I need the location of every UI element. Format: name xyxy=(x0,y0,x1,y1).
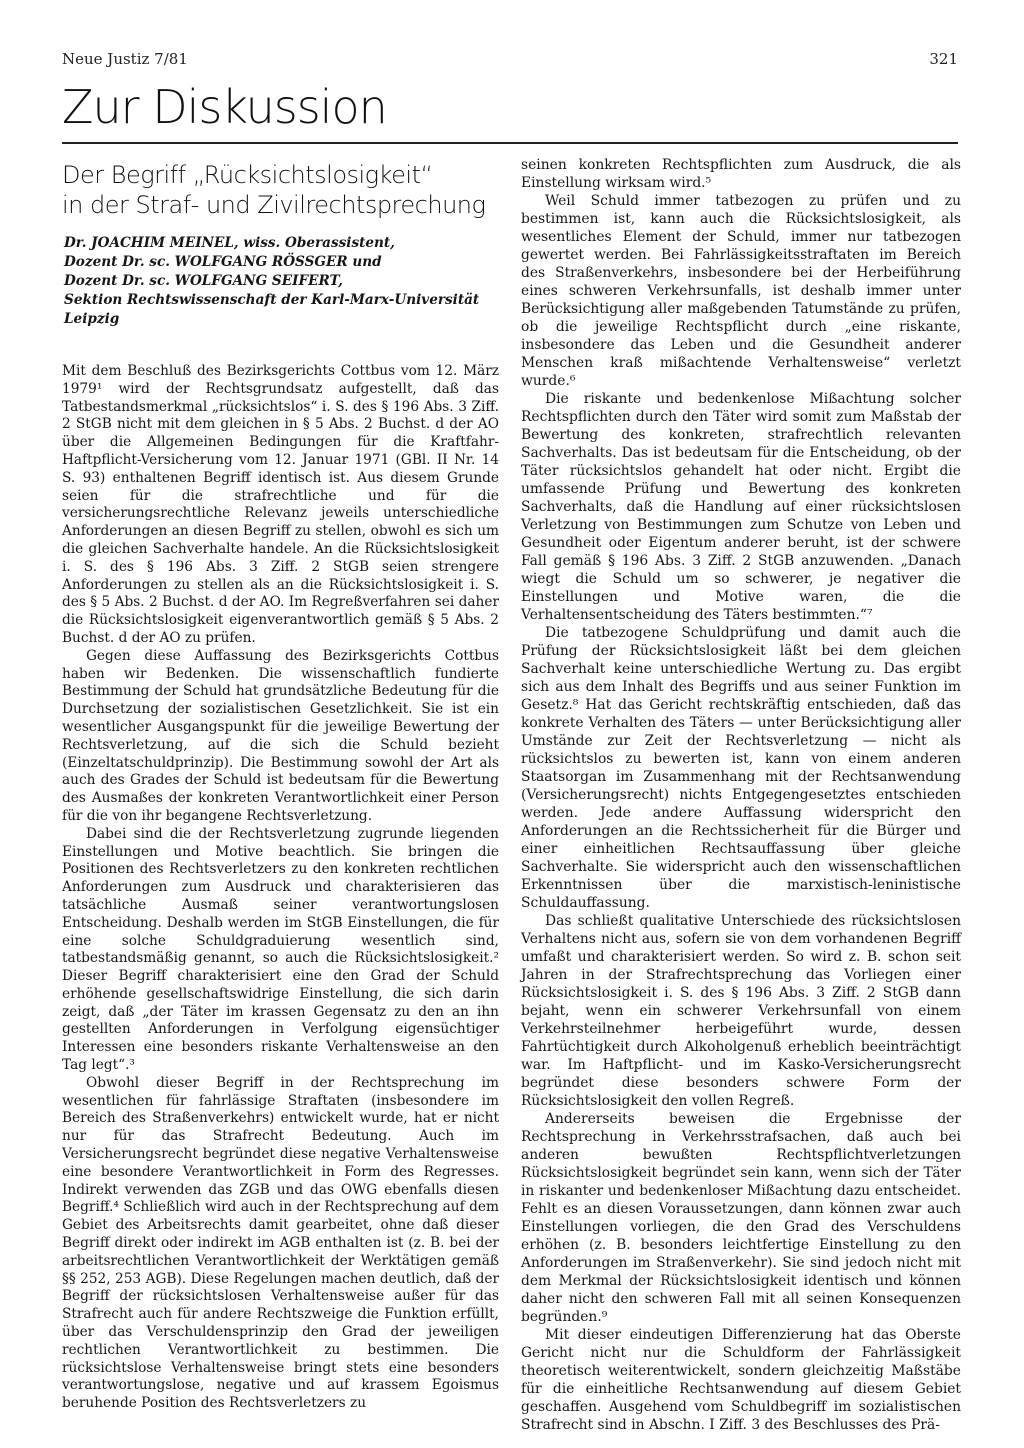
author-line: Sektion Rechtswissenschaft der Karl-Marx-Universität xyxy=(64,292,480,308)
author-block xyxy=(62,234,499,329)
body-paragraph: Mit dem Beschluß des Bezirksgerichts Cottbus vom 12. März 1979¹ wird der Rechtsgrundsatz aufgestellt, daß das Tatbestandsmerkmal „rücksichtslos“ i. S. des § 196 Abs. 3 Ziff. 2 StGB nicht mit dem gleichen in § 5 Abs. 2 Buchst. d der AO über die Allgemeinen Bedingungen für die Kraftfahr-Haftpflicht-Versicherung vom 12. Januar 1971 (GBl. II Nr. 14 S. 93) enthaltenen Begriff identisch ist. Aus diesem Grunde seien für die strafrechtliche und für die versicherungsrechtliche Relevanz jeweils unterschiedliche Anforderungen an diesen Begriff zu stellen, obwohl es sich um die gleichen Sachverhalte handele. An die Rücksichtslosigkeit i. S. des § 196 Abs. 3 Ziff. 2 StGB seien strengere Anforderungen zu stellen als an die Rücksichtslosigkeit i. S. des § 5 Abs. 2 Buchst. d der AO. Im Regreßverfahren sei daher die Rücksichtslosigkeit eigenverantwortlich gemäß § 5 Abs. 2 Buchst. d der AO zu prüfen. xyxy=(62,363,499,646)
body-paragraph: Mit dieser eindeutigen Differenzierung hat das Oberste Gericht nicht nur die Schuldform der Fahrlässigkeit theoretisch weiterentwickelt, sondern gleichzeitig Maßstäbe für die einheitliche Rechtsanwendung auf diesem Gebiet geschaffen. Ausgehend vom Schuldbegriff im sozialistischen Strafrecht sind in Abschn. I Ziff. 3 des Beschlusses des Prä- xyxy=(521,1327,961,1433)
left-column xyxy=(62,156,499,1413)
page-number: 321 xyxy=(929,50,958,68)
body-paragraph: Dabei sind die der Rechtsverletzung zugrunde liegenden Einstellungen und Motive beachtlich. Sie bringen die Positionen des Rechtsverletzers zu den konkreten rechtlichen Anforderungen zum Ausdruck und charakterisieren das tatsächliche Ausmaß seiner verantwortungslosen Entscheidung. Deshalb werden im StGB Einstellungen, die für eine solche Schuldgraduierung wesentlich sind, tatbestandsmäßig genannt, so auch die Rücksichtslosigkeit.² Dieser Begriff charakterisiert eine den Grad der Schuld erhöhende gesellschaftswidrige Einstellung, die sich darin zeigt, daß „der Täter im krassen Gegensatz zu den an ihn gestellten Anforderungen in Verfolgung eigensüchtiger Interessen eine besonders riskante Verhaltensweise an den Tag legt“.³ xyxy=(62,825,499,1074)
author-line: Dr. JOACHIM MEINEL, wiss. Oberassistent, xyxy=(64,235,395,251)
body-paragraph: seinen konkreten Rechtspflichten zum Ausdruck, die als Einstellung wirksam wird.⁵ xyxy=(521,157,961,191)
section-title: Zur Diskussion xyxy=(62,80,387,134)
author-line: Dozent Dr. sc. WOLFGANG SEIFERT, xyxy=(64,273,343,289)
body-paragraph: Andererseits beweisen die Ergebnisse der Rechtsprechung in Verkehrsstrafsachen, daß auch bei anderen bewußten Rechtspflichtverletzungen Rücksichtslosigkeit begründet sein kann, wenn sich der Täter in riskanter und bedenkenloser Mißachtung dazu entscheidet. Fehlt es an diesen Voraussetzungen, dann können zwar auch Einstellungen vorliegen, die den Grad des Verschuldens erhöhen (z. B. besonders leichtfertige Einstellung zu den Anforderungen im Straßenverkehr). Sie sind jedoch nicht mit dem Merkmal der Rücksichtslosigkeit identisch und können daher nicht den schweren Fall mit all seinen Konsequenzen begründen.⁹ xyxy=(521,1111,961,1325)
body-paragraph: Gegen diese Auffassung des Bezirksgerichts Cottbus haben wir Bedenken. Die wissenschaftlich fundierte Bestimmung der Schuld hat grundsätzliche Bedeutung für die Durchsetzung der sozialistischen Gesetzlichkeit. Sie ist ein wesentlicher Ausgangspunkt für die jeweilige Bewertung der Rechtsverletzung, auf die sich die Schuld bezieht (Einzeltatschuldprinzip). Die Bestimmung sowohl der Art als auch des Grades der Schuld ist bedeutsam für die Bewertung des Ausmaßes der konkreten Verantwortlichkeit einer Person für die von ihr begangene Rechtsverletzung. xyxy=(62,647,499,824)
article-title-line: in der Straf- und Zivilrechtsprechung xyxy=(62,191,486,219)
article-title xyxy=(62,160,499,220)
article-title-line: Der Begriff „Rücksichtslosigkeit“ xyxy=(62,161,433,189)
author-line: Dozent Dr. sc. WOLFGANG RÖSSGER und xyxy=(64,254,382,270)
body-paragraph: Die tatbezogene Schuldprüfung und damit auch die Prüfung der Rücksichtslosigkeit läßt bei dem gleichen Sachverhalt keine unterschiedliche Wertung zu. Das ergibt sich aus dem Inhalt des Begriffs und aus seiner Funktion im Gesetz.⁸ Hat das Gericht rechtskräftig entschieden, daß das konkrete Verhalten des Täters — unter Berücksichtigung aller Umstände zur Zeit der Rechtsverletzung — nicht als rücksichtslos zu bewerten ist, kann von einem anderen Staatsorgan im Zusammenhang mit der Rechtsanwendung (Versicherungsrecht) nichts Entgegengesetztes entschieden werden. Jede andere Auffassung widerspricht den Anforderungen an die Rechtssicherheit für die Bürger und einer einheitlichen Rechtsauffassung über gleiche Sachverhalte. Sie widerspricht auch den wissenschaftlichen Erkenntnissen über die marxistisch-leninistische Schuldauffassung. xyxy=(521,625,961,911)
section-divider xyxy=(62,142,958,144)
body-paragraph: Weil Schuld immer tatbezogen zu prüfen und zu bestimmen ist, kann auch die Rücksichtslosigkeit, als wesentliches Element der Schuld, immer nur tatbezogen gewertet werden. Bei Fahrlässigkeitsstraftaten im Bereich des Straßenverkehrs, insbesondere bei der Herbeiführung eines schweren Verkehrsunfalls, ist deshalb immer unter Berücksichtigung aller maßgebenden Tatumstände zu prüfen, ob die jeweilige Rechtspflicht durch „eine riskante, insbesondere das Leben und die Gesundheit anderer Menschen kraß mißachtende Verhaltensweise“ verletzt wurde.⁶ xyxy=(521,193,961,389)
journal-issue: Neue Justiz 7/81 xyxy=(62,50,188,68)
body-paragraph: Obwohl dieser Begriff in der Rechtsprechung im wesentlichen für fahrlässige Straftaten (insbesondere im Bereich des Straßenverkehrs) entwickelt wurde, hat er nicht nur für das Strafrecht Bedeutung. Auch im Versicherungsrecht begründet diese negative Verhaltensweise eine besondere Verantwortlichkeit in Form des Regresses. Indirekt verwenden das ZGB und das OWG ebenfalls diesen Begriff.⁴ Schließlich wird auch in der Rechtsprechung auf dem Gebiet des Arbeitsrechts damit gearbeitet, ohne daß dieser Begriff direkt oder indirekt im AGB enthalten ist (z. B. bei der arbeitsrechtlichen Verantwortlichkeit der Werktätigen gemäß §§ 252, 253 AGB). Diese Regelungen machen deutlich, daß der Begriff der rücksichtslosen Verhaltensweise außer für das Strafrecht auch für andere Rechtszweige die Funktion erfüllt, über das Verschuldensprinzip den Grad der jeweiligen rechtlichen Verantwortlichkeit zu bestimmen. Die rücksichtslose Verhaltensweise bringt stets eine besonders verantwortungslose, negative und auf krassem Egoismus beruhende Position des Rechtsverletzers zu xyxy=(62,1074,499,1412)
author-line: Leipzig xyxy=(64,311,120,327)
right-column xyxy=(521,156,961,1434)
body-paragraph: Die riskante und bedenkenlose Mißachtung solcher Rechtspflichten durch den Täter wird somit zum Maßstab der Bewertung des konkreten, strafrechtlich relevanten Sachverhalts. Das ist bedeutsam für die Entscheidung, ob der Täter rücksichtslos gehandelt hat oder nicht. Ergibt die umfassende Prüfung und Bewertung des konkreten Sachverhalts, daß die Handlung auf einer rücksichtslosen Verletzung von Bestimmungen zum Schutze von Leben und Gesundheit oder Eigentum anderer beruht, ist der schwere Fall gemäß § 196 Abs. 3 Ziff. 2 StGB anzuwenden. „Danach wiegt die Schuld um so schwerer, je negativer die Einstellungen und Motive waren, die die Verhaltensentscheidung des Täters bestimmten.“⁷ xyxy=(521,391,961,623)
running-head xyxy=(62,50,958,70)
body-paragraph: Das schließt qualitative Unterschiede des rücksichtslosen Verhaltens nicht aus, sofern sie von dem vorhandenen Begriff umfaßt und charakterisiert werden. So wird z. B. schon seit Jahren in der Strafrechtsprechung das Vorliegen einer Rücksichtslosigkeit i. S. des § 196 Abs. 3 Ziff. 2 StGB dann bejaht, wenn ein schwerer Verkehrsunfall von einem Verkehrsteilnehmer herbeigeführt wurde, dessen Fahrtüchtigkeit durch Alkoholgenuß erheblich beeinträchtigt war. Im Haftpflicht- und im Kasko-Versicherungsrecht begründet diese besonders schwere Form der Rücksichtslosigkeit den vollen Regreß. xyxy=(521,913,961,1109)
